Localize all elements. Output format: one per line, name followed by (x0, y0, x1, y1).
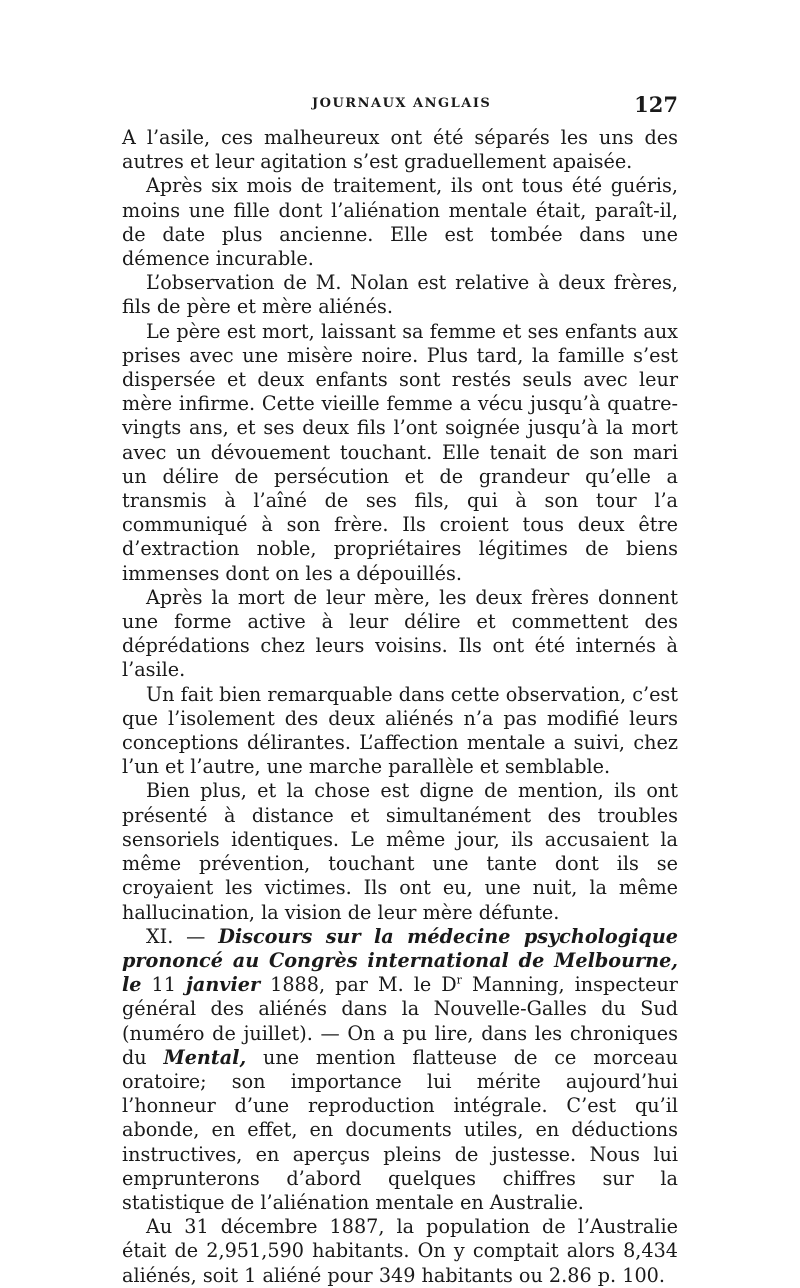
paragraph: Après la mort de leur mère, les deux frères donnent une forme active à leur délire et commettent des déprédations chez leurs voisins. Ils ont été internés à l’asile. (122, 585, 678, 682)
paragraph: Le père est mort, laissant sa femme et ses enfants aux prises avec une misère noire. Plus tard, la famille s’est dispersée et deux enfants sont restés seuls avec leur mère infirme. Cette vieille femme a vécu jusqu’à quatre-vingts ans, et ses deux fils l’ont soignée jusqu’à la mort avec un dévouement touchant. Elle tenait de son mari un délire de persécution et de grandeur qu’elle a transmis à l’aîné de ses fils, qui à son tour l’a communiqué à son frère. Ils croient tous deux être d’extraction noble, propriétaires légitimes de biens immenses dont on les a dépouillés. (122, 319, 678, 585)
paragraph: Après six mois de traitement, ils ont tous été guéris, moins une fille dont l’aliénation mentale était, paraît-il, de date plus ancienne. Elle est tombée dans une démence incurable. (122, 174, 678, 271)
section-month: janvier (185, 973, 261, 997)
body-text (122, 126, 678, 1288)
paragraph: A l’asile, ces malheureux ont été séparés les uns des autres et leur agitation s’est graduellement apaisée. (122, 126, 678, 174)
paragraph: L’observation de M. Nolan est relative à deux frères, fils de père et mère aliénés. (122, 271, 678, 319)
page-number: 127 (634, 92, 678, 117)
running-title: JOURNAUX ANGLAIS (312, 96, 492, 111)
section-xi-paragraph (122, 925, 678, 1215)
running-head (122, 92, 678, 122)
paragraph: Un fait bien remarquable dans cette observation, c’est que l’isolement des deux aliénés n’a pas modifié leurs conceptions délirantes. L’affection mentale a suivi, chez l’un et l’autre, une marche parallèle et semblable. (122, 682, 678, 779)
section-author: Manning, inspecteur général des aliénés dans la Nouvelle-Galles du Sud (numéro de juillet). — On a pu lire, dans les chroniques du (122, 973, 678, 1069)
section-year-by: 1888, par M. le D (270, 973, 457, 997)
journal-title: Mental, (163, 1045, 247, 1069)
section-day: 11 (151, 973, 176, 997)
paragraph: Bien plus, et la chose est digne de mention, ils ont présenté à distance et simultanément des troubles sensoriels identiques. Le même jour, ils accusaient la même prévention, touchant une tante dont ils se croyaient les victimes. Ils ont eu, une nuit, la même hallucination, la vision de leur mère défunte. (122, 779, 678, 924)
closing-paragraph: Au 31 décembre 1887, la population de l’Australie était de 2,951,590 habitants. On y comptait alors 8,434 aliénés, soit 1 aliéné pour 349 habitants ou 2.86 p. 100. (122, 1215, 678, 1287)
doctor-superscript: r (456, 973, 462, 987)
section-title: Discours sur la médecine psychologique prononcé au Congrès international de Melbourne, le (122, 924, 678, 997)
section-numeral: XI. — (146, 924, 206, 948)
section-rest: une mention flatteuse de ce morceau oratoire; son importance lui mérite aujourd’hui l’honneur d’une reproduction intégrale. C’est qu’il abonde, en effet, en documents utiles, en déductions instructives, en aperçus pleins de justesse. Nous lui emprunterons d’abord quelques chiffres sur la statistique de l’aliénation mentale en Australie. (122, 1045, 679, 1214)
